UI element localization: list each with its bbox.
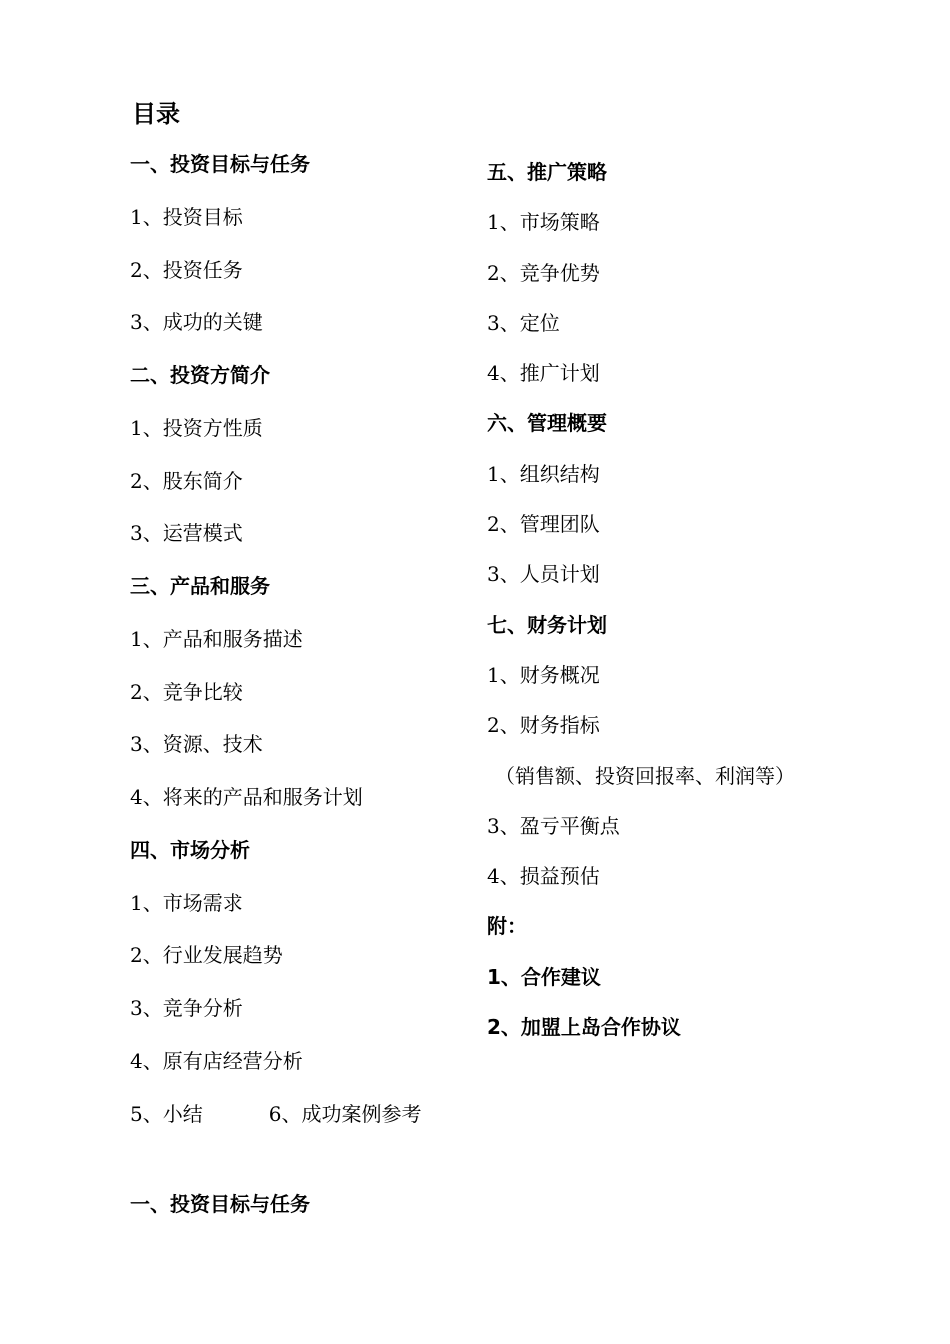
toc-section-heading: 六、管理概要 <box>487 411 607 436</box>
toc-item: 2、投资任务 <box>130 257 243 282</box>
toc-item-pair <box>130 1096 470 1149</box>
toc-item: 1、财务概况 <box>487 662 600 687</box>
toc-title: 目录 <box>132 100 180 128</box>
toc-section-heading: 附： <box>487 914 527 939</box>
toc-item: 4、推广计划 <box>487 361 600 386</box>
toc-item: 1、市场策略 <box>487 210 600 235</box>
toc-item: 1、市场需求 <box>130 890 243 915</box>
toc-section-heading: 五、推广策略 <box>487 160 607 184</box>
toc-item: 3、竞争分析 <box>130 996 243 1020</box>
toc-item: 3、成功的关键 <box>130 310 263 335</box>
toc-item: 4、损益预估 <box>487 864 600 889</box>
toc-item: 2、竞争比较 <box>130 679 243 704</box>
toc-item: 1、组织结构 <box>487 461 600 486</box>
toc-item: 3、资源、技术 <box>130 732 263 757</box>
toc-left-column <box>130 146 470 1148</box>
toc-section-heading: 四、市场分析 <box>130 837 250 862</box>
toc-item: 4、将来的产品和服务计划 <box>130 785 363 809</box>
toc-item: 2、财务指标 <box>487 713 600 738</box>
toc-item: 4、原有店经营分析 <box>130 1048 303 1073</box>
toc-item: 5、小结 <box>130 1101 203 1126</box>
toc-item: 2、股东简介 <box>130 468 243 493</box>
section-heading: 一、投资目标与任务 <box>130 1192 310 1216</box>
toc-section-heading: 1、合作建议 <box>487 964 601 989</box>
toc-right-column <box>487 154 867 1059</box>
toc-item: 3、盈亏平衡点 <box>487 813 620 838</box>
toc-item: 6、成功案例参考 <box>268 1101 422 1126</box>
toc-section-heading: 二、投资方简介 <box>130 363 270 387</box>
toc-item: 2、管理团队 <box>487 512 600 537</box>
toc-section-heading: 三、产品和服务 <box>130 574 270 598</box>
toc-item: 3、人员计划 <box>487 562 600 587</box>
toc-section-heading: 2、加盟上岛合作协议 <box>487 1015 681 1040</box>
toc-item: 2、行业发展趋势 <box>130 943 283 968</box>
toc-item: 1、投资目标 <box>130 204 243 229</box>
toc-item: 3、定位 <box>487 310 560 335</box>
toc-section-heading: 一、投资目标与任务 <box>130 152 310 176</box>
toc-item: 1、产品和服务描述 <box>130 626 303 651</box>
toc-item: 1、投资方性质 <box>130 415 263 440</box>
toc-section-heading: 七、财务计划 <box>487 612 607 637</box>
toc-item-note: （销售额、投资回报率、利润等） <box>495 763 795 788</box>
toc-item: 2、竞争优势 <box>487 260 600 285</box>
toc-item: 3、运营模式 <box>130 521 243 546</box>
